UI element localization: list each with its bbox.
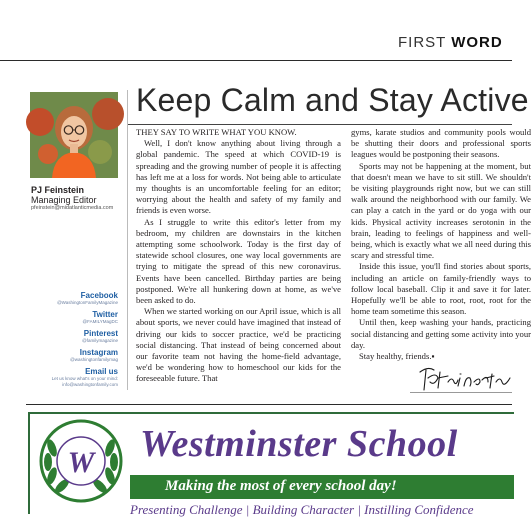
social-pinterest[interactable] [82, 329, 118, 344]
social-network-name: Email us [85, 367, 118, 376]
social-handle: @washingtonfamilymag [70, 357, 118, 362]
social-email[interactable] [52, 367, 118, 388]
social-twitter[interactable] [83, 310, 119, 325]
social-handle: @familymagazine [82, 338, 118, 343]
social-facebook[interactable] [57, 291, 118, 306]
social-network-name: Twitter [92, 310, 118, 319]
ad-tagline: Making the most of every school day! [165, 478, 397, 494]
social-handle: @FAMILYMagDC [82, 319, 118, 324]
social-handle: Let us know what's on your mind: [51, 376, 118, 381]
social-network-name: Facebook [80, 291, 118, 300]
editor-email-link[interactable]: pfeinstein@midatlanticmedia.com [31, 205, 114, 211]
title-rule [128, 124, 512, 125]
article-column-2 [351, 127, 531, 362]
editor-role: Managing Editor [31, 195, 97, 205]
social-network-name: Pinterest [83, 329, 118, 338]
signature-scribble [418, 364, 518, 394]
laurel-crest-icon [38, 418, 124, 504]
article-column-1 [136, 127, 341, 385]
article-paragraph: Stay healthy, friends.▪ [359, 351, 435, 362]
article-paragraph: Well, I don't know anything about living through a global pandemic. The speed at which COVID-19 is spreading and the growing number of people it is affecting has left me at a loss for words. Not being able to articulate my thoughts is an uncomfortable feeling for an editor; worrying about the health and safety of my family and friends is even worse. [136, 138, 341, 216]
page-bottom-rule [26, 404, 512, 405]
article-paragraph: gyms, karate studios and community pools would be shutting their doors and professional sports leagues would be postponing their seasons. [351, 127, 531, 160]
section-label [398, 34, 503, 51]
article-paragraph: Sports may not be happening at the moment, but that doesn't mean we have to sit still. We shouldn't be visiting playgrounds right now, but we can still walk around the neighborhood with our family. We can play a catch in the yard or do yoga with our kids. Physical activity increases serotonin in the brain, leading to feelings of happiness and well-being, which is exactly what we all need during this scary and stressful time. [351, 160, 531, 261]
sidebar-divider [127, 90, 128, 390]
section-label-light: FIRST [398, 34, 452, 51]
editor-photo [30, 92, 118, 178]
crest-letter: W [67, 446, 95, 479]
article-paragraph: As I struggle to write this editor's letter from my bedroom, my children are downstairs in the kitchen attempting some schoolwork. Today is the first day of statewide school closures, one way local governments are trying to mitigate the spread of this new coronavirus. Events have been cancelled. Birthday parties are being postponed. We're all hunkering down at home, as we've been asked to do. [136, 216, 341, 306]
article-paragraph: THEY SAY TO WRITE WHAT YOU KNOW. [136, 127, 297, 137]
article-title: Keep Calm and Stay Active [136, 82, 529, 118]
signature-rule [410, 392, 512, 393]
social-handle: @WashingtonFamilyMagazine [57, 300, 118, 305]
westminster-school-ad[interactable] [28, 412, 514, 517]
school-crest-logo [38, 418, 124, 509]
editor-portrait-illustration [30, 92, 118, 178]
editor-name: PJ Feinstein [31, 185, 85, 195]
article-paragraph: When we started working on our April issue, which is all about sports, we never could have imagined that instead of driving our kids to soccer practice, we'd be practicing social distancing. That instead of being concerned about our favorite team not having the home-field advantage, we'd be wondering how to homeschool our kids for the foreseeable future. That [136, 306, 341, 384]
editor-signature [418, 364, 518, 399]
section-label-bold: WORD [451, 34, 503, 51]
social-handle-email: info@washingtonfamily.com [62, 382, 118, 387]
article-paragraph: Inside this issue, you'll find stories about sports, including an article on family-friendly ways to follow local baseball. Clip it and save it for later. Hopefully we'll be able to root, root, root for the home team sometime this season. [351, 261, 531, 317]
ad-school-name: Westminster School [140, 423, 458, 465]
ad-values: Presenting Challenge | Building Character | Instilling Confidence [130, 502, 474, 517]
social-instagram[interactable] [70, 348, 118, 363]
social-network-name: Instagram [79, 348, 118, 357]
article-paragraph: Until then, keep washing your hands, practicing social distancing and getting some activity into your day. [351, 317, 531, 350]
header-rule [0, 60, 512, 61]
